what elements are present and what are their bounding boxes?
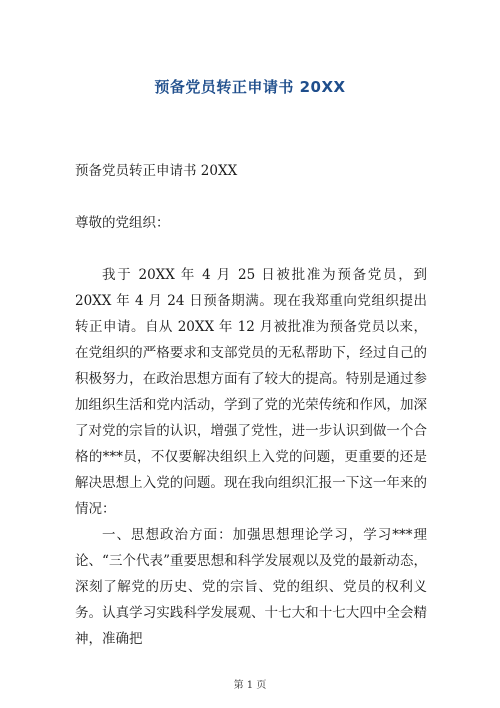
page-number: 第 1 页: [233, 680, 267, 691]
document-title: 预备党员转正申请书 20XX: [154, 78, 346, 96]
paragraph-1: 我于 20XX 年 4 月 25 日被批准为预备党员，到 20XX 年 4 月 24 日预备期满。现在我郑重向党组织提出转正申请。自从 20XX 年 12 月被批准为预备党员以来，在党组织的严格要求和支部党员的无私帮助下，经过自己的积极努力，在政治思想方面有了较大的提高。特别是通过参加组织生活和党内活动，学到了党的光荣传统和作风，加深了对党的宗旨的认识，增强了党性，进一步认识到做一个合格的***员，不仅要解决组织上入党的问题，更重要的还是解决思想上入党的问题。现在我向组织汇报一下这一年来的情况：: [75, 267, 427, 517]
document-subtitle: 预备党员转正申请书 20XX: [75, 163, 238, 179]
salutation: 尊敬的党组织：: [75, 215, 170, 231]
paragraph-2: 一、思想政治方面：加强思想理论学习，学习***理论、“三个代表”重要思想和科学发展观以及党的最新动态，深刻了解党的历史、党的宗旨、党的组织、党员的权利义务。认真学习实践科学发展观、十七大和十七大四中全会精神，准确把: [75, 527, 427, 647]
